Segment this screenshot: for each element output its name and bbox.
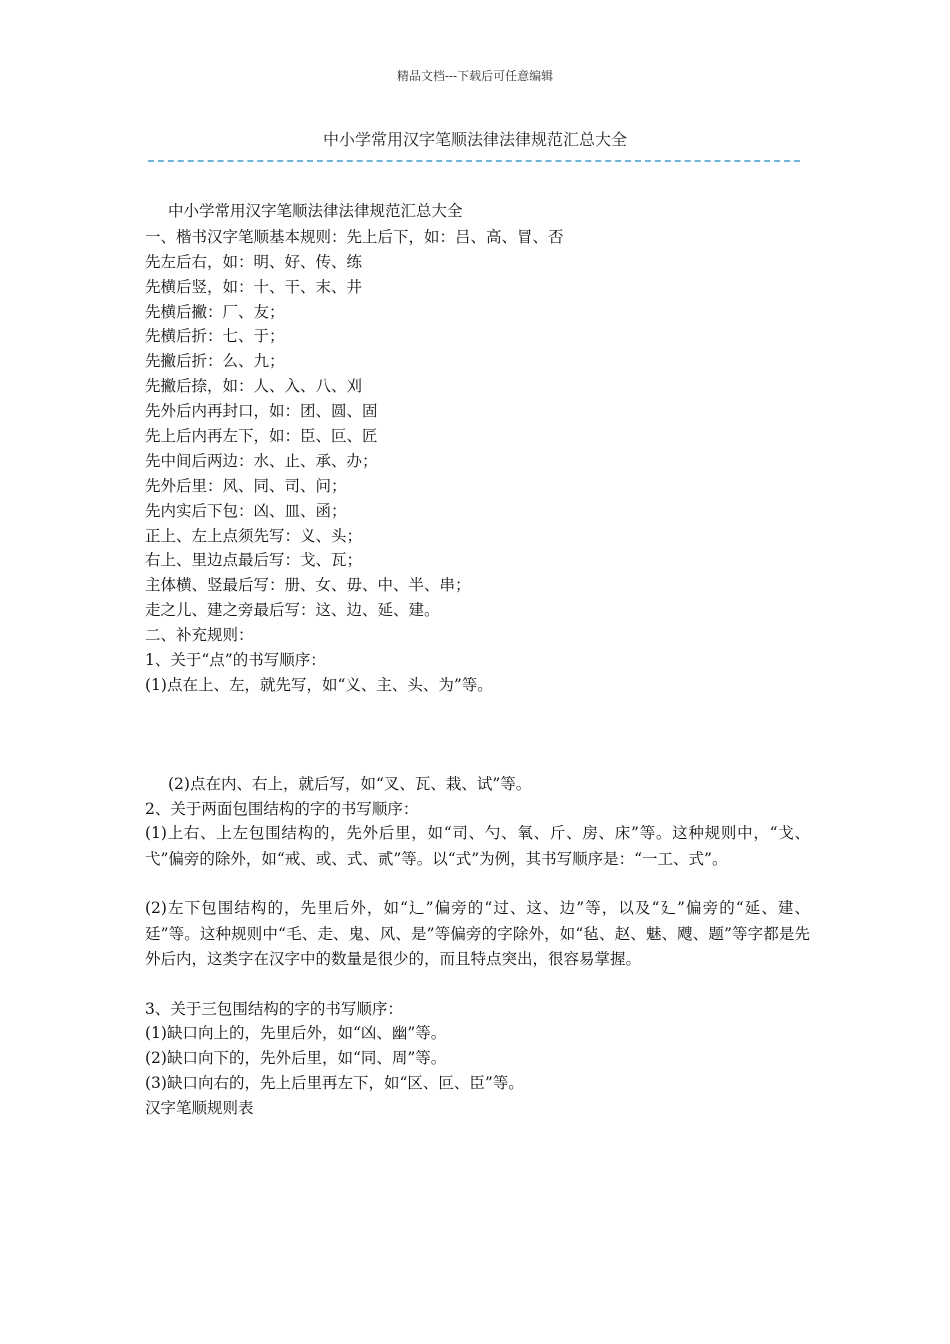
paragraph: (2)左下包围结构的，先里后外，如“辶”偏旁的“过、这、边”等，以及“廴”偏旁的“延、建、廷”等。这种规则中“毛、走、鬼、风、是”等偏旁的字除外，如“毡、赵、魅、飕、题”等字都是先外后内，这类字在汉字中的数量是很少的，而且特点突出，很容易掌握。 — [145, 899, 810, 968]
rule-line: 走之儿、建之旁最后写：这、边、延、建。 — [145, 601, 440, 619]
rule-line: 先外后里：风、同、司、问； — [145, 477, 347, 495]
rule-line: (2)点在内、右上，就后写，如“叉、瓦、栽、试”等。 — [168, 775, 532, 793]
rule-line: 右上、里边点最后写：戈、瓦； — [145, 551, 363, 569]
rule-line: 先内实后下包：凶、皿、函； — [145, 502, 347, 520]
subsection-heading: 1、关于“点”的书写顺序： — [145, 651, 326, 669]
rule-line: 先横后竖，如：十、干、末、井 — [145, 278, 363, 296]
document-title: 中小学常用汉字笔顺法律法律规范汇总大全 — [322, 130, 627, 149]
rule-line: (3)缺口向右的，先上后里再左下，如“区、叵、臣”等。 — [145, 1074, 524, 1092]
header-note: 精品文档---下载后可任意编辑 — [396, 69, 554, 83]
rule-line: 先横后撇：厂、友； — [145, 303, 285, 321]
rule-line: (2)缺口向下的，先外后里，如“同、周”等。 — [145, 1049, 447, 1067]
title-dashed-divider — [148, 160, 800, 162]
rule-line: 先外后内再封口，如：团、圆、固 — [145, 402, 378, 420]
rule-line: 主体横、竖最后写：册、女、毋、中、半、串； — [145, 576, 471, 594]
rule-line: 先撇后折：么、九； — [145, 352, 285, 370]
rule-line: 一、楷书汉字笔顺基本规则：先上后下，如：吕、高、冒、否 — [145, 228, 564, 246]
section-heading: 二、补充规则： — [145, 626, 254, 644]
rule-line: 先撇后捺，如：人、入、八、刈 — [145, 377, 363, 395]
body-title: 中小学常用汉字笔顺法律法律规范汇总大全 — [168, 202, 463, 220]
subsection-heading: 2、关于两面包围结构的字的书写顺序： — [145, 800, 419, 818]
table-title: 汉字笔顺规则表 — [145, 1099, 254, 1117]
rule-line: 先横后折：七、于； — [145, 327, 285, 345]
rule-line: 正上、左上点须先写：义、头； — [145, 527, 363, 545]
subsection-heading: 3、关于三包围结构的字的书写顺序： — [145, 1000, 403, 1018]
rule-line: (1)缺口向上的，先里后外，如“凶、幽”等。 — [145, 1024, 447, 1042]
rule-line: 先左后右，如：明、好、传、练 — [145, 253, 363, 271]
rule-line: 先中间后两边：水、止、承、办； — [145, 452, 378, 470]
rule-line: 先上后内再左下，如：臣、叵、匠 — [145, 427, 378, 445]
paragraph: (1)上右、上左包围结构的，先外后里，如“司、勺、氧、斤、房、床”等。这种规则中，“戈、弋”偏旁的除外，如“戒、或、式、贰”等。以“式”为例，其书写顺序是：“一工、式”。 — [145, 824, 810, 868]
rule-line: (1)点在上、左，就先写，如“义、主、头、为”等。 — [145, 676, 493, 694]
